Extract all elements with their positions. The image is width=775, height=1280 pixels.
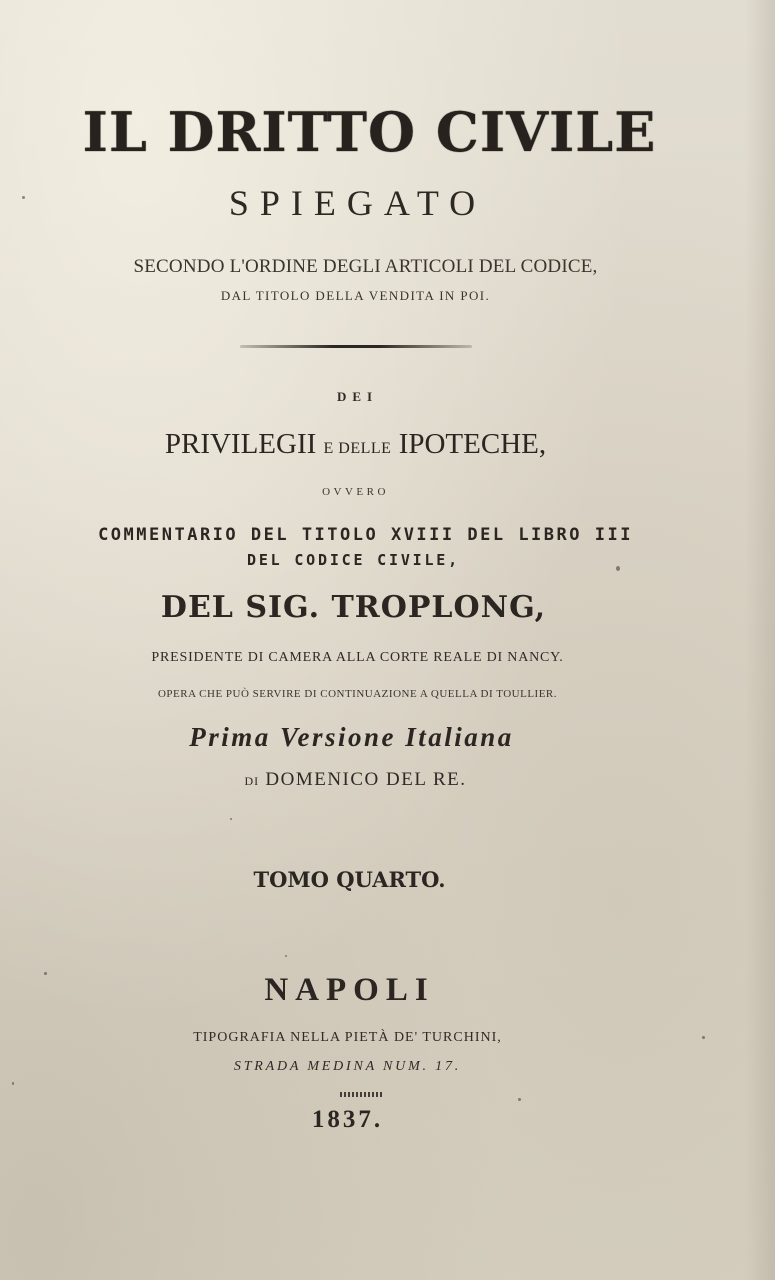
author-name: DEL SIG. TROPLONG,: [160, 590, 547, 625]
ovvero-label: OVVERO: [322, 486, 389, 498]
publication-year: 1837.: [311, 1106, 384, 1133]
page-edge-shadow: [745, 0, 775, 1280]
foxing-speck: [12, 1082, 14, 1085]
dei-label: DEI: [336, 389, 379, 404]
title-rule-divider: [240, 345, 472, 348]
topic-heading: [0, 428, 743, 461]
commentary-line-2: DEL CODICE CIVILE,: [247, 551, 460, 569]
volume-label: TOMO QUARTO.: [253, 867, 446, 892]
foxing-speck: [702, 1036, 705, 1039]
work-note: OPERA CHE PUÒ SERVIRE DI CONTINUAZIONE A QUELLA DI TOULLIER.: [157, 688, 558, 700]
topic-word-privilegii: PRIVILEGII: [164, 428, 317, 460]
place-of-publication: NAPOLI: [264, 972, 435, 1008]
printer-line: TIPOGRAFIA NELLA PIETÀ DE' TURCHINI,: [193, 1030, 502, 1045]
foxing-speck: [230, 818, 232, 820]
author-title: PRESIDENTE DI CAMERA ALLA CORTE REALE DI NANCY.: [151, 650, 564, 665]
ornament-divider: [340, 1092, 382, 1097]
printer-address: STRADA MEDINA NUM. 17.: [233, 1059, 462, 1074]
translator-line: [0, 769, 743, 791]
foxing-speck: [22, 196, 25, 199]
topic-conjunction: E DELLE: [323, 440, 392, 457]
translator-prefix: DI: [244, 774, 260, 788]
version-statement: Prima Versione Italiana: [189, 722, 514, 752]
topic-word-ipoteche: IPOTECHE,: [398, 428, 547, 460]
translator-name: DOMENICO DEL RE.: [265, 769, 467, 790]
subtitle-line-order: SECONDO L'ORDINE DEGLI ARTICOLI DEL CODICE,: [133, 256, 598, 277]
book-subtitle: SPIEGATO: [228, 183, 487, 223]
commentary-line-1: COMMENTARIO DEL TITOLO XVIII DEL LIBRO III: [98, 525, 633, 545]
foxing-speck: [44, 972, 47, 975]
subtitle-line-scope: DAL TITOLO DELLA VENDITA IN POI.: [220, 288, 491, 303]
foxing-speck: [285, 955, 287, 957]
foxing-speck: [518, 1098, 521, 1101]
book-title: IL DRITTO CIVILE: [82, 100, 657, 164]
foxing-speck: [616, 566, 620, 571]
